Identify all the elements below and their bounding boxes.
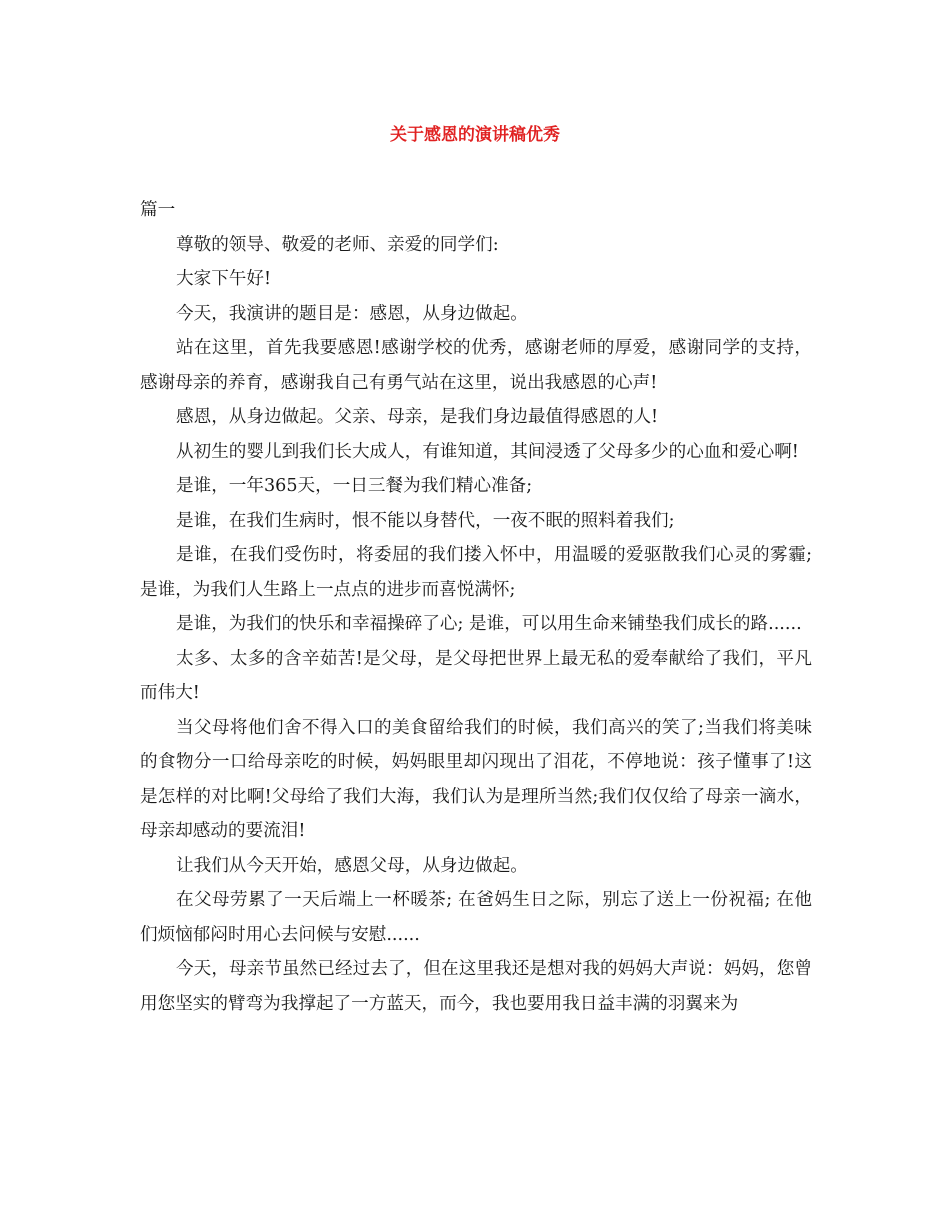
- paragraph: 是谁，一年365天，一日三餐为我们精心准备;: [176, 476, 533, 496]
- paragraph: 当父母将他们舍不得入口的美食留给我们的时候，我们高兴的笑了;当我们将美味的食物分一口给母亲吃的时候，妈妈眼里却闪现出了泪花，不停地说：孩子懂事了!这是怎样的对比啊!父母给了我们大海，我们认为是理所当然;我们仅仅给了母亲一滴水，母亲却感动的要流泪!: [140, 717, 812, 841]
- paragraph: 在父母劳累了一天后端上一杯暖茶; 在爸妈生日之际，别忘了送上一份祝福; 在他们烦恼郁闷时用心去问候与安慰......: [140, 890, 812, 945]
- paragraph: 感恩，从身边做起。父亲、母亲，是我们身边最值得感恩的人!: [176, 407, 659, 427]
- paragraph: 今天，我演讲的题目是：感恩，从身边做起。: [176, 303, 528, 324]
- paragraph: 太多、太多的含辛茹苦!是父母，是父母把世界上最无私的爱奉献给了我们，平凡而伟大!: [140, 648, 812, 703]
- paragraph-greeting: 大家下午好!: [176, 269, 272, 289]
- paragraph: 站在这里，首先我要感恩!感谢学校的优秀，感谢老师的厚爱，感谢同学的支持，感谢母亲的养育，感谢我自己有勇气站在这里，说出我感恩的心声!: [140, 338, 812, 393]
- section-heading: 篇一: [140, 200, 176, 220]
- paragraph: 让我们从今天开始，感恩父母，从身边做起。: [176, 855, 528, 876]
- document-body: [140, 193, 812, 1021]
- paragraph: 今天，母亲节虽然已经过去了，但在这里我还是想对我的妈妈大声说：妈妈，您曾用您坚实的臂弯为我撑起了一方蓝天，而今，我也要用我日益丰满的羽翼来为: [140, 959, 812, 1014]
- paragraph: 是谁，为我们的快乐和幸福操碎了心; 是谁，可以用生命来铺垫我们成长的路......: [176, 614, 802, 634]
- paragraph: 是谁，在我们生病时，恨不能以身替代，一夜不眠的照料着我们;: [176, 510, 675, 531]
- paragraph: 从初生的婴儿到我们长大成人，有谁知道，其间浸透了父母多少的心血和爱心啊!: [176, 441, 799, 462]
- paragraph-salutation: 尊敬的领导、敬爱的老师、亲爱的同学们:: [176, 234, 499, 255]
- document-title: 关于感恩的演讲稿优秀: [390, 125, 560, 145]
- paragraph: 是谁，在我们受伤时，将委屈的我们搂入怀中，用温暖的爱驱散我们心灵的雾霾; 是谁，为我们人生路上一点点的进步而喜悦满怀;: [140, 545, 812, 600]
